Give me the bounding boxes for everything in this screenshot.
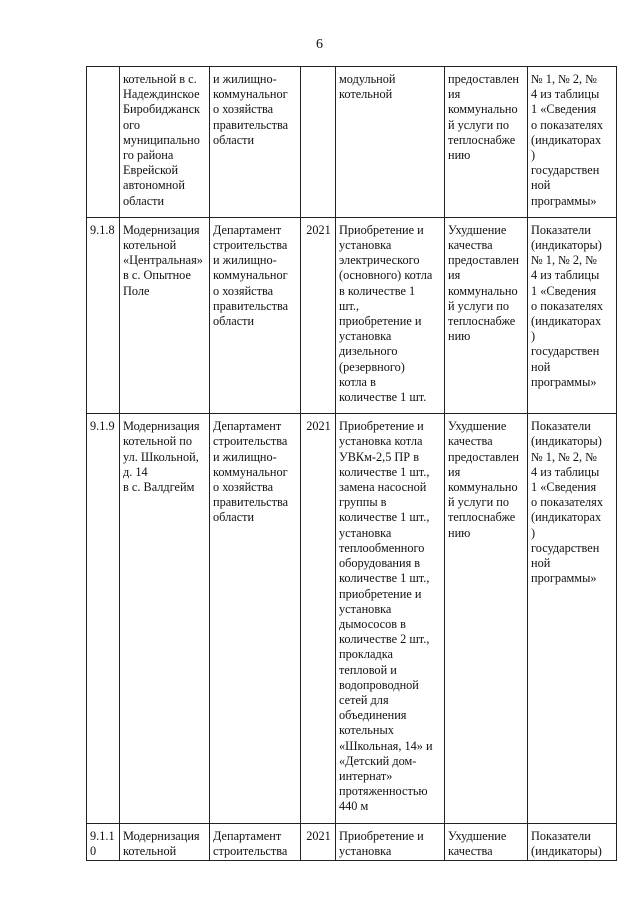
executor-cell bbox=[210, 824, 301, 860]
row-number-cell bbox=[87, 824, 120, 860]
object-text: Модернизация котельной bbox=[123, 829, 200, 859]
executor-text: Департамент строительства и жилищно- коммунальног о хозяйства правительства области bbox=[213, 419, 289, 525]
measures-text: Приобретение и установка котла УВКм-2,5 ПР в количестве 1 шт., замена насосной группы в количестве 1 шт., установка теплообменного оборудования в количестве 1 шт., приобретение и установка дымососов в количестве 2 шт., прокладка тепловой и водопроводной сетей для объединения котельных «Школьная, 14» и «Детский дом- интернат» протяженностью 440 м bbox=[339, 419, 433, 814]
measures-table bbox=[86, 66, 617, 861]
year-cell bbox=[301, 414, 336, 824]
consequences-cell bbox=[445, 414, 528, 824]
consequences-text: Ухудшение качества bbox=[448, 829, 507, 859]
indicators-cell bbox=[528, 414, 617, 824]
measures-text: Приобретение и установка электрического (основного) котла в количестве 1 шт., приобретение и установка дизельного (резервного) котла в количестве 1 шт. bbox=[339, 222, 433, 405]
row-number: 9.1.1 0 bbox=[90, 829, 115, 859]
consequences-text: Ухудшение качества предоставлен ия коммунально й услуги по теплоснабже нию bbox=[448, 419, 519, 540]
measures-cell bbox=[336, 824, 445, 860]
executor-text: Департамент строительства и жилищно- коммунальног о хозяйства правительства области bbox=[213, 222, 289, 329]
measures-cell bbox=[336, 414, 445, 824]
indicators-cell bbox=[528, 824, 617, 860]
year-cell bbox=[301, 217, 336, 413]
year-cell bbox=[301, 824, 336, 860]
object-cell bbox=[120, 414, 210, 824]
year-cell bbox=[301, 67, 336, 218]
indicators-cell bbox=[528, 67, 617, 218]
consequences-text: предоставлен ия коммунально й услуги по теплоснабже нию bbox=[448, 72, 519, 163]
row-number: 9.1.8 bbox=[90, 222, 115, 237]
year-text: 2021 bbox=[306, 419, 331, 434]
consequences-cell bbox=[445, 217, 528, 413]
executor-cell bbox=[210, 67, 301, 218]
page-number: 6 bbox=[316, 37, 323, 52]
measures-cell bbox=[336, 217, 445, 413]
executor-text: Департамент строительства bbox=[213, 829, 288, 859]
table-row bbox=[87, 67, 617, 218]
executor-text: и жилищно- коммунальног о хозяйства правительства области bbox=[213, 72, 289, 147]
indicators-text: Показатели (индикаторы) bbox=[531, 829, 602, 859]
consequences-text: Ухудшение качества предоставлен ия коммунально й услуги по теплоснабже нию bbox=[448, 222, 519, 344]
table-row bbox=[87, 217, 617, 413]
object-cell bbox=[120, 67, 210, 218]
row-number: 9.1.9 bbox=[90, 419, 115, 434]
object-cell bbox=[120, 217, 210, 413]
row-number-cell bbox=[87, 217, 120, 413]
measures-text: Приобретение и установка bbox=[339, 829, 424, 859]
consequences-cell bbox=[445, 67, 528, 218]
measures-cell bbox=[336, 67, 445, 218]
measures-text: модульной котельной bbox=[339, 72, 396, 102]
indicators-text: № 1, № 2, № 4 из таблицы 1 «Сведения о показателях (индикаторах ) государствен ной программы» bbox=[531, 72, 603, 208]
object-text: Модернизация котельной «Центральная» в с. Опытное Поле bbox=[123, 222, 203, 298]
indicators-text: Показатели (индикаторы) № 1, № 2, № 4 из таблицы 1 «Сведения о показателях (индикаторах ) государствен ной программы» bbox=[531, 419, 603, 586]
executor-cell bbox=[210, 414, 301, 824]
indicators-text: Показатели (индикаторы) № 1, № 2, № 4 из таблицы 1 «Сведения о показателях (индикаторах ) государствен ной программы» bbox=[531, 222, 603, 389]
row-number-cell bbox=[87, 414, 120, 824]
year-text: 2021 bbox=[306, 829, 331, 844]
object-text: Модернизация котельной по ул. Школьной, д. 14 в с. Валдгейм bbox=[123, 419, 200, 495]
indicators-cell bbox=[528, 217, 617, 413]
executor-cell bbox=[210, 217, 301, 413]
object-cell bbox=[120, 824, 210, 860]
object-text: котельной в с. Надеждинское Биробиджанск ого муниципально го района Еврейской автономной области bbox=[123, 72, 200, 208]
consequences-cell bbox=[445, 824, 528, 860]
table-row bbox=[87, 824, 617, 860]
row-number-cell bbox=[87, 67, 120, 218]
year-text: 2021 bbox=[306, 222, 331, 237]
table-row bbox=[87, 414, 617, 824]
